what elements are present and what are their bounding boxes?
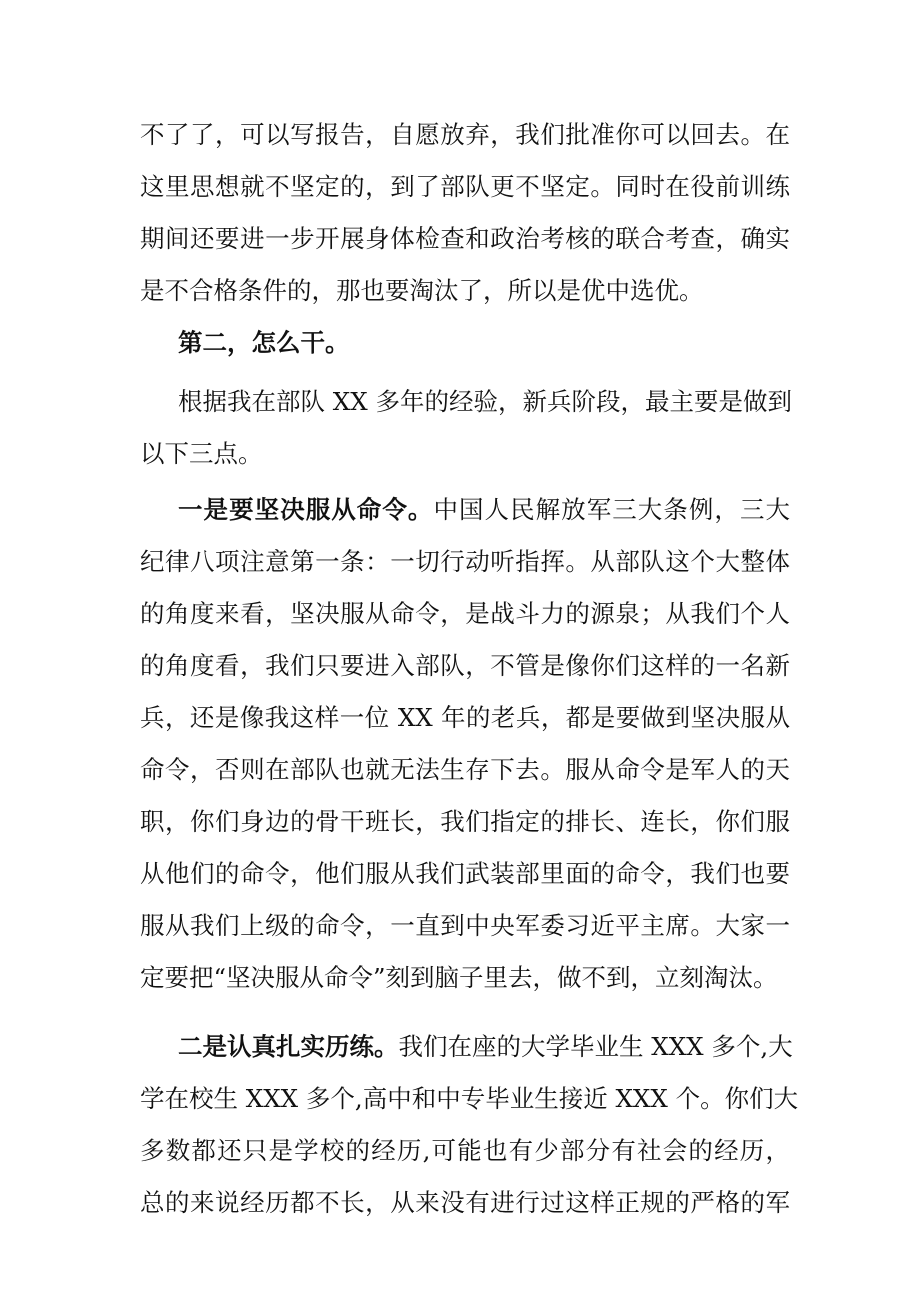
text-line: 服从我们上级的命令，一直到中央军委习近平主席。大家一 <box>140 911 790 940</box>
bold-lead: 二是认真扎实历练。 <box>178 1032 399 1061</box>
text-line: 不了了，可以写报告，自愿放弃，我们批准你可以回去。在 <box>140 120 790 149</box>
text-line: 以下三点。 <box>140 439 263 468</box>
text-line: 的角度来看，坚决服从命令，是战斗力的源泉；从我们个人 <box>140 599 790 628</box>
line-rest: 我们在座的大学毕业生 XXX 多个,大 <box>398 1032 793 1061</box>
paragraph-4 <box>140 484 790 1004</box>
text-line: 纪律八项注意第一条：一切行动听指挥。从部队这个大整体 <box>140 547 790 576</box>
text-line-with-lead <box>140 484 790 536</box>
text-line: 期间还要进一步开展身体检查和政治考核的联合考查，确实 <box>140 224 790 253</box>
paragraph-3 <box>140 376 790 480</box>
text-line: 的角度看，我们只要进入部队，不管是像你们这样的一名新 <box>140 651 790 680</box>
text-line: 命令，否则在部队也就无法生存下去。服从命令是军人的天 <box>140 755 790 784</box>
text-line: 职，你们身边的骨干班长，我们指定的排长、连长，你们服 <box>140 807 790 836</box>
text-line-with-lead <box>140 1021 793 1073</box>
text-line: 是不合格条件的，那也要淘汰了，所以是优中选优。 <box>140 276 704 305</box>
text-line: 定要把“坚决服从命令”刻到脑子里去，做不到，立刻淘汰。 <box>140 963 778 992</box>
text-line: 多数都还只是学校的经历,可能也有少部分有社会的经历， <box>140 1136 790 1165</box>
text-line: 学在校生 XXX 多个,高中和中专毕业生接近 XXX 个。你们大 <box>140 1084 799 1113</box>
paragraph-1 <box>140 109 790 317</box>
text-line: 从他们的命令，他们服从我们武装部里面的命令，我们也要 <box>140 859 790 888</box>
text-line: 兵，还是像我这样一位 XX 年的老兵，都是要做到坚决服从 <box>140 703 790 732</box>
heading-text: 第二，怎么干。 <box>178 328 350 357</box>
section-heading <box>140 317 790 369</box>
paragraph-5 <box>140 1021 799 1229</box>
text-line: 总的来说经历都不长，从来没有进行过这样正规的严格的军 <box>140 1188 790 1217</box>
text-line: 这里思想就不坚定的，到了部队更不坚定。同时在役前训练 <box>140 172 790 201</box>
bold-lead: 一是要坚决服从命令。 <box>178 495 434 524</box>
line-rest: 中国人民解放军三大条例，三大 <box>433 495 791 524</box>
text-line: 根据我在部队 XX 多年的经验，新兵阶段，最主要是做到 <box>178 387 792 416</box>
